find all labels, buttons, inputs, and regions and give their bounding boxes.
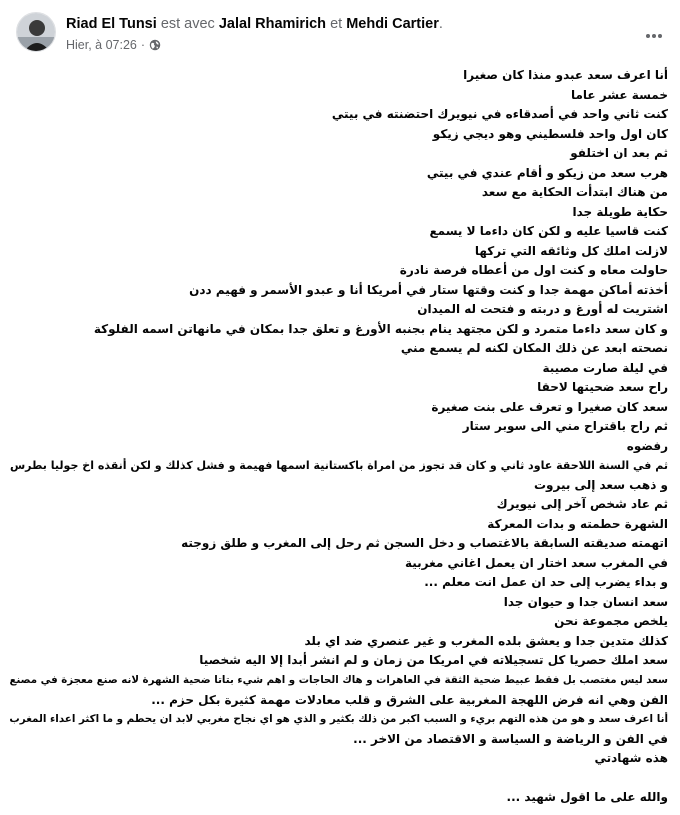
post-text-line: الفن وهي انه فرض اللهجة المغربية على الشرق و قلب معادلات مهمة كثيرة بكل حزم ... [151,692,668,707]
post-text-line: سعد ليس مغتصب بل فقط عبيط ضحية الثقة في العاهرات و هاك الحاجات و اهم شيء بتاتا ضحية الشهرة لانه صنع معجزة في مصنع [9,673,668,686]
post-text-line: حاولت معاه و كنت اول من أعطاه فرصة نادرة [399,263,668,278]
post-text-line: أنا اعرف سعد و هو من هذه التهم بريء و السبب اكبر من ذلك بكثير و الذي هو اي نجاح مغربي لابد ان يحطم و ما اكثر اعداء المغرب [9,713,668,726]
post-header [0,0,680,62]
post-text-line: كان اول واحد فلسطيني وهو ديجي زيكو [432,126,668,141]
post-text-line: نصحته ابعد عن ذلك المكان لكنه لم يسمع مني [400,341,668,356]
more-horizontal-icon [644,31,664,41]
post-text-line: كذلك متدين جدا و يعشق بلده المغرب و غير عنصري ضد اي بلد [304,633,668,648]
and-text: et [330,16,343,32]
post-timestamp-link[interactable]: Hier, à 07:26 [66,38,137,52]
post-text-line: رفضوه [626,438,668,453]
more-options-button[interactable] [644,26,664,36]
post-text-line: في المغرب سعد اختار ان يعمل اغاني مغربية [405,555,668,570]
post-text-line: سعد انسان جدا و حيوان جدا [503,594,668,609]
post-text-line: حكاية طويلة جدا [572,204,668,219]
post-author-line [66,15,443,34]
post-body [0,66,672,808]
post-text-line: ثم في السنة اللاحقة عاود ثاني و كان قد تجوز من امراة باكستانية اسمها فهيمة و فشل كذلك و لكن أنقذه اخ جوليا بطرس [9,459,668,473]
post-text-line: كنت قاسيا عليه و لكن كان داءما لا يسمع [429,224,668,239]
post-text-line: من هناك ابتدأت الحكاية مع سعد [481,185,668,200]
post-text-line: لازلت املك كل وثائقه التي تركها [474,243,668,258]
post-text-line: الشهرة حطمته و بدات المعركة [487,516,668,531]
post-text-line: هذه شهادتي [594,751,668,766]
post-text-line [0,769,672,789]
post-text-line: و كان سعد داءما متمرد و لكن مجتهد ينام بجنبه الأورغ و تعلق جدا بمكان في مانهاتن اسمه الفلوكة [93,321,668,336]
end-punctuation: . [438,16,443,32]
post-text-line: في الفن و الرياضة و السياسة و الاقتصاد من الاخر ... [353,731,668,746]
post-text-line: أنا اعرف سعد عبدو منذا كان صغيرا [463,68,668,82]
post-text-line: والله على ما اقول شهيد ... [506,790,668,805]
post-text-line: كنت ثاني واحد في أصدقاءه في نيويرك احتضنته في بيتي [331,107,668,122]
post-text-line: ثم بعد ان اختلفو [570,146,668,161]
post-text-line: في ليلة صارت مصيبة [542,360,668,375]
post-text-line: راح سعد ضحيتها لاحقا [537,380,668,395]
post-text-line: و ذهب سعد إلى بيروت [533,477,668,492]
meta-separator: · [140,38,146,52]
post-text-line: خمسة عشر عاما [570,87,668,102]
post-text-line: اتهمته صديقته السابقة بالاغتصاب و دخل السجن ثم رحل إلى المغرب و طلق زوجته [181,536,668,551]
author-name-link[interactable]: Riad El Tunsi [66,16,157,32]
post-text-line: سعد املك حصريا كل تسجيلاته في امريكا من زمان و لم انشر أبدا إلا اليه شخصيا [199,653,668,668]
post-text-line: اشتريت له أورغ و دربته و فتحت له الميدان [417,302,668,317]
post-text-line: و بداء يضرب إلى حد ان عمل انت معلم ... [424,575,668,590]
with-text: est avec [160,16,215,32]
post-text-line: أخذته أماكن مهمة جدا و كنت وقتها ستار في أمريكا أنا و عبدو الأسمر و فهيم ددن [189,282,668,297]
post-text-line: ثم راح باقتراح مني الى سوبر ستار [462,419,668,434]
globe-icon[interactable] [149,39,161,51]
tagged-user-1-link[interactable]: Jalal Rhamirich [218,16,327,32]
post-text-line: ثم عاد شخص آخر إلى نيويرك [496,497,668,512]
post-text-line: سعد كان صغيرا و تعرف على بنت صغيرة [431,399,668,414]
post-text-line: هرب سعد من زيكو و أقام عندي في بيتي [426,165,668,180]
post-meta [66,37,161,53]
author-avatar[interactable] [16,12,56,52]
tagged-user-2-link[interactable]: Mehdi Cartier [346,16,439,32]
post-text-line: يلخص مجموعة نحن [554,614,668,629]
